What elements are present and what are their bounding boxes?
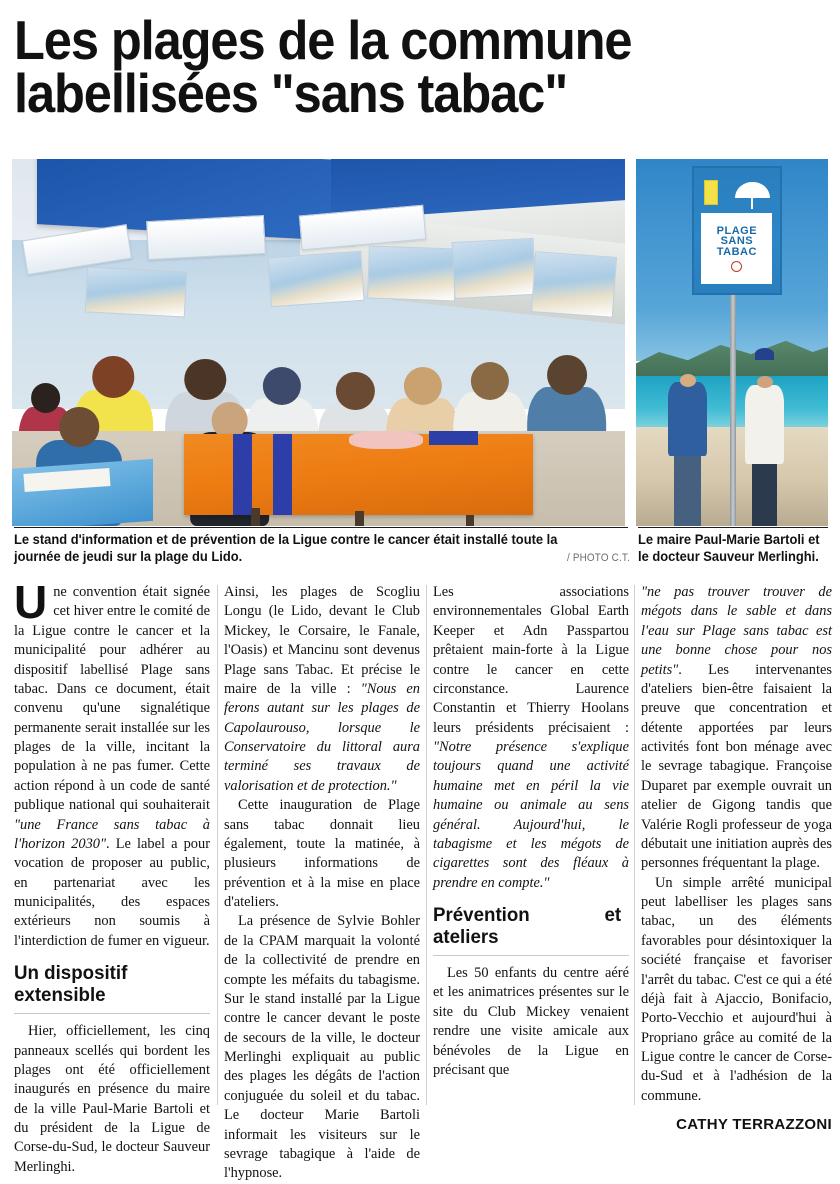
- paragraph-text-end: . Les intervenantes d'ateliers bien-être faisaient la preuve que concentration et détente apportées par leurs activités font bon ménage avec le sevrage tabagique. Françoise Duparet par exemple ouvrait un atelier de Gigong tandis que Valérie Rogli professeur de yoga débutait une initiation auprès des personnes fréquentant la plage.: [641, 661, 832, 872]
- sign-text-panel: [701, 213, 772, 284]
- umbrella-pole: [751, 196, 753, 210]
- paragraph-quote: "Nous en ferons autant sur les plages de Capolaurouso, lorsque le Conservatoire du littoral aura terminé ses travaux de valorisation et de protection.": [224, 680, 420, 794]
- headline-line-1: Les plages de la commune: [14, 9, 632, 71]
- photo-person-head: [31, 383, 61, 413]
- subhead-line-1: Prévention et ateliers: [433, 904, 622, 949]
- paragraph: Les 50 enfants du centre aéré et les animatrices présentes sur le site du Club Mickey venaient rendre une visite amicale aux bénévoles de la Ligue en précisant que: [433, 965, 629, 1078]
- column-divider: [634, 585, 635, 1105]
- person-head: [680, 374, 696, 387]
- article-column-4: [641, 583, 832, 1135]
- main-photo: [12, 159, 625, 526]
- photo-person-head: [547, 355, 587, 395]
- photo-credit: / PHOTO C.T.: [566, 552, 630, 564]
- paragraph-text: ne convention était signée cet hiver entre le comité de la Ligue contre le cancer et la municipalité pour adhérer au dispositif labellisé Plage sans tabac. Dans ce document, était convenu qu'une signalétique permanente serait installée sur les plages de la ville, incitant la population à ne pas fumer. Cette action répond à un code de santé publique national qui souhaiterait: [14, 584, 210, 814]
- photo-table-stripe: [273, 434, 293, 515]
- paragraph: Cette inauguration de Plage sans tabac donnait lieu également, toute la matinée, à plusieurs informations de prévention et à la mise en place d'ateliers.: [224, 797, 420, 910]
- main-photo-scene: [12, 159, 625, 526]
- photo-poster-3: [452, 238, 537, 299]
- paragraph: [641, 583, 832, 874]
- person-head: [757, 376, 773, 388]
- side-photo-person-doctor: [744, 354, 786, 526]
- sign-line-2: SANS: [720, 235, 754, 248]
- sign-pole: [730, 287, 736, 526]
- subhead-line-2: extensible: [14, 984, 106, 1007]
- photo-banner-2: [146, 215, 266, 260]
- person-shirt: [745, 385, 784, 464]
- sign-line-1: PLAGE: [716, 224, 758, 237]
- page-title: [14, 9, 761, 125]
- photo-table-leg: [355, 511, 364, 526]
- subhead-rule: [14, 1013, 210, 1014]
- photo-bottom-rule: [14, 527, 628, 528]
- side-photo-person-mayor: [667, 350, 709, 526]
- byline: CATHY TERRAZZONI: [676, 1116, 832, 1134]
- paragraph-text: Les associations environnementales Global Earth Keeper et Adn Passpartou prêtaient main-forte à la Ligue contre le cancer en cette circonstance. Laurence Constantin et Thierry Hoolans leurs présidents précisaient :: [433, 584, 629, 736]
- photo-blue-tablecloth: [12, 458, 153, 526]
- cigarette-pack-icon: [704, 180, 718, 206]
- cap-icon: [755, 348, 774, 360]
- photo-poster-5: [84, 267, 186, 318]
- subhead-rule: [433, 955, 629, 956]
- paragraph-quote: "ne pas trouver trouver de mégots dans le sable et dans l'eau sur Plage sans tabac est une bonne chose pour nos petits": [641, 584, 832, 678]
- subhead-prevention-et-ateliers: [433, 904, 621, 948]
- article-column-2: [224, 583, 420, 1184]
- photo-poster-1: [268, 251, 365, 307]
- paragraph: [224, 583, 420, 796]
- paragraph: [14, 576, 210, 951]
- plage-sans-tabac-sign: [692, 166, 782, 295]
- photo-blue-crate: [429, 431, 478, 446]
- photo-table-leg: [466, 515, 475, 526]
- paragraph: Hier, officiellement, les cinq panneaux scellés qui bordent les plages ont été officiellement inaugurés en présence du maire de la ville Paul-Marie Bartoli et du président de la Ligue de Corse-du-Sud, le docteur Sauveur Merlinghi.: [14, 1023, 210, 1175]
- sign-line-3: TABAC: [716, 246, 757, 259]
- paragraph-text: Ainsi, les plages de Scogliu Longu (le Lido, devant le Club Mickey, le Corsaire, le Fanale, l'Oasis) et Mancinu sont devenus Plage sans Tabac. Et précise le maire de la ville :: [224, 584, 420, 697]
- photo-poster-4: [531, 252, 617, 318]
- article-column-1: [14, 576, 210, 1177]
- photo-row: [12, 159, 828, 526]
- subhead-un-dispositif-extensible: [14, 962, 202, 1006]
- side-photo-caption: Le maire Paul-Marie Bartoli et le docteur Sauveur Merlinghi.: [638, 532, 820, 564]
- photo-poster-2: [367, 246, 457, 302]
- paragraph: Un simple arrêté municipal peut labelliser les plages sans tabac, un des éléments favorables pour désintoxiquer la société française et favoriser l'arrêt du tabac. C'est ce qui a été déjà fait à Ajaccio, Bonifacio, Porto-Vecchio et aujourd'hui à Propriano grâce au comité de la Ligue contre le cancer de Corse-du-Sud et à l'adhésion de la commune.: [641, 874, 832, 1104]
- photo-table-leg: [251, 508, 260, 526]
- paragraph-quote: "une France sans tabac à l'horizon 2030": [14, 816, 210, 852]
- person-shirt: [668, 382, 707, 456]
- column-divider: [426, 585, 427, 1105]
- side-photo: [636, 159, 828, 526]
- paragraph-text-end: . Le label a pour vocation de proposer au public, en partenariat avec les municipalités, des espaces extérieurs non soumis à l'interdiction de fumer en vigueur.: [14, 835, 210, 949]
- column-divider: [217, 585, 218, 1105]
- photo-table-stripe: [233, 434, 253, 515]
- drop-cap: U: [14, 576, 48, 628]
- article-column-3: [433, 583, 629, 1080]
- photo-bag-on-table: [349, 431, 423, 449]
- side-photo-bottom-rule: [638, 527, 828, 528]
- paragraph: La présence de Sylvie Bohler de la CPAM marquait la volonté de la collectivité de prendre en compte les méfaits du tabagisme. Sur le stand installé par la Ligue contre le cancer devant le poste de secours de la ville, le docteur Merlinghi expliquait au public des plages les dégâts de l'action conjuguée du soleil et du tabac. Le docteur Marie Bartoli informait les visiteurs sur le sevrage tabagique à l'aide de l'hypnose.: [224, 913, 420, 1182]
- person-legs: [752, 457, 777, 526]
- paragraph-quote: "Notre présence s'explique toujours quand une activité humaine met en péril la vie humaine ou animale au sens général. Aujourd'hui, le tabagisme et les mégots de cigarettes sont des fléaux à prendre en compte.": [433, 739, 629, 891]
- headline-line-2: labellisées "sans tabac": [14, 62, 568, 125]
- main-photo-caption: Le stand d'information et de prévention de la Ligue contre le cancer était installé toute la journée de jeudi sur la plage du Lido.: [14, 532, 558, 564]
- paragraph: [433, 583, 629, 893]
- no-smoking-icon: [731, 261, 742, 272]
- side-photo-scene: [636, 159, 828, 526]
- person-legs: [674, 449, 701, 527]
- subhead-line-1: Un dispositif: [14, 962, 128, 985]
